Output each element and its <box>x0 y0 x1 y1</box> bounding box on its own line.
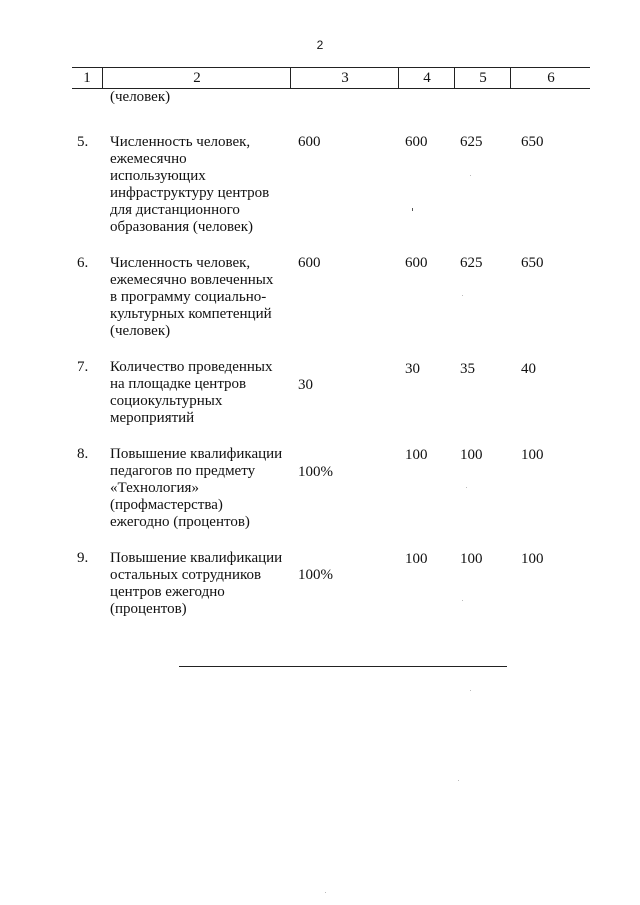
scan-speck <box>458 780 459 781</box>
row-base-value: 600 <box>298 134 321 150</box>
row-value-col-4: 600 <box>405 134 428 150</box>
row-value-col-6: 100 <box>521 551 544 567</box>
row-base-value: 600 <box>298 255 321 271</box>
row-value-col-6: 650 <box>521 134 544 150</box>
header-col-3: 3 <box>290 68 399 88</box>
row-value-col-6: 100 <box>521 447 544 463</box>
row-value-col-5: 35 <box>460 361 475 377</box>
row-value-col-5: 100 <box>460 551 483 567</box>
row-base-value: 30 <box>298 377 313 393</box>
row-base-value: 100% <box>298 567 333 583</box>
page-number: 2 <box>316 38 324 52</box>
end-rule <box>179 666 507 667</box>
row-value-col-5: 625 <box>460 255 483 271</box>
row-value-col-4: 100 <box>405 551 428 567</box>
row-value-col-6: 650 <box>521 255 544 271</box>
row-value-col-4: 600 <box>405 255 428 271</box>
table-header-row <box>72 67 590 89</box>
row-value-col-6: 40 <box>521 361 536 377</box>
row-number: 9. <box>77 550 89 566</box>
row-number: 7. <box>77 359 89 375</box>
row-value-col-4: 30 <box>405 361 420 377</box>
scan-speck <box>462 600 463 601</box>
scan-speck <box>466 487 467 488</box>
header-col-4: 4 <box>398 68 455 88</box>
header-col-1: 1 <box>83 70 91 86</box>
row-base-value: 100% <box>298 464 333 480</box>
row-number: 6. <box>77 255 89 271</box>
header-col-6: 6 <box>510 68 591 88</box>
carryover-text: (человек) <box>110 89 171 105</box>
scan-speck <box>325 892 326 893</box>
row-number: 8. <box>77 446 89 462</box>
row-indicator: Повышение квалификации педагогов по предмету «Технология» (профмастерства) ежегодно (процентов) <box>110 446 283 530</box>
scan-speck <box>470 175 471 176</box>
row-indicator: Численность человек, ежемесячно вовлеченных в программу социально- культурных компетенций (человек) <box>110 255 274 339</box>
row-indicator: Численность человек, ежемесячно использующих инфраструктуру центров для дистанционного образования (человек) <box>110 134 270 235</box>
header-col-5: 5 <box>454 68 511 88</box>
row-number: 5. <box>77 134 89 150</box>
row-value-col-5: 100 <box>460 447 483 463</box>
scan-speck <box>462 295 463 296</box>
row-indicator: Повышение квалификации остальных сотрудников центров ежегодно (процентов) <box>110 550 283 617</box>
header-col-2: 2 <box>102 68 291 88</box>
row-value-col-4: 100 <box>405 447 428 463</box>
scan-speck <box>412 208 413 211</box>
row-indicator: Количество проведенных на площадке центров социокультурных мероприятий <box>110 359 273 426</box>
row-value-col-5: 625 <box>460 134 483 150</box>
scan-speck <box>470 690 471 691</box>
